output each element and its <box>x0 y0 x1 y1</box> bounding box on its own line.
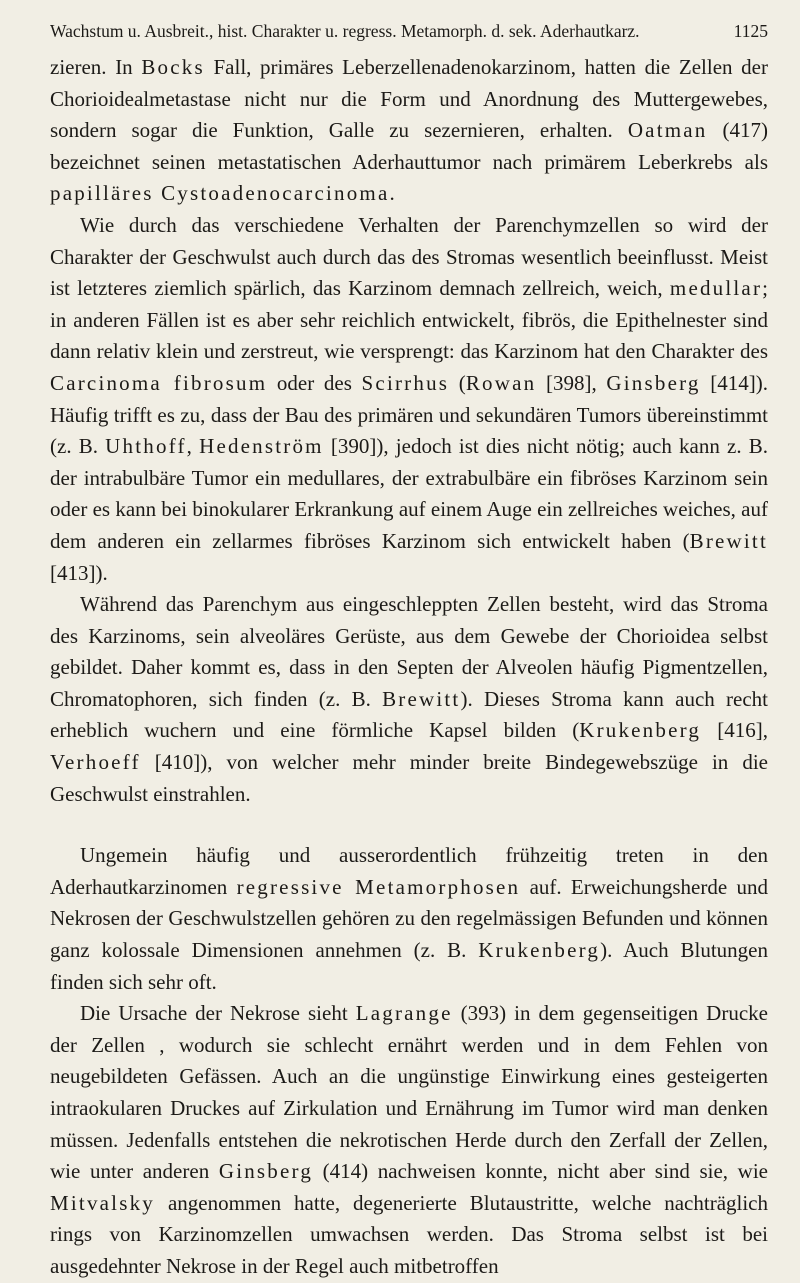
spaced-term: Rowan <box>465 370 537 395</box>
spaced-term: Scirrhus <box>361 370 450 395</box>
text-run: ). Dieses Stroma kann auch recht erheblich wuchern und eine förmliche Kapsel bilden ( <box>50 686 768 743</box>
spaced-term: Carcinoma fibrosum <box>50 370 268 395</box>
paragraph-2 <box>50 210 768 589</box>
text-run: oder des <box>267 370 362 395</box>
spaced-term: Uhthoff <box>105 434 187 459</box>
text-run: [390]), jedoch ist dies nicht nötig; auch kann z. B. der intrabulbäre Tumor ein medullares, der extrabulbäre ein fibröses Karzinom sein oder es kann bei binokularer Erkrankung auf einem Auge ein zellreiches weiches, auf dem anderen ein zellarmes fibröses Karzinom sich entwickelt haben ( <box>50 434 768 553</box>
spaced-term: Hedenström <box>199 434 324 459</box>
spaced-term: regressive Metamorphosen <box>236 874 521 899</box>
spaced-term: medullar <box>669 276 763 301</box>
paragraph-5 <box>50 998 768 1282</box>
running-header <box>50 20 768 42</box>
text-run: [416], <box>701 718 768 743</box>
spaced-term: Krukenberg <box>478 938 601 963</box>
text-run: [414]). Häufig trifft es zu, dass der Bau des primären und sekundären Tumors übereinstimmt (z. B. <box>50 370 769 459</box>
text-run: zieren. In <box>50 55 142 79</box>
text-run: (414) nachweisen konnte, nicht aber sind sie, wie <box>313 1159 768 1184</box>
text-run: Während das Parenchym aus eingeschleppten Zellen besteht, wird das Stroma des Karzinoms, sein alveoläres Gerüste, aus dem Gewebe der Chorioidea selbst gebildet. Daher kommt es, dass in den Septen der Alveolen häufig Pigmentzellen, Chromatophoren, sich finden (z. B. <box>50 592 768 711</box>
text-run: [410]), von welcher mehr minder breite Bindegewebszüge in die Geschwulst einstrahlen. <box>50 750 768 806</box>
text-run: [398], <box>536 370 607 395</box>
spaced-term: Verhoeff <box>50 750 141 775</box>
body-text <box>50 52 768 1283</box>
text-run: ( <box>449 370 466 395</box>
text-run: (393) in dem gegenseitigen Drucke der Zellen , wodurch sie schlecht ernährt werden und in dem Fehlen von neugebildeten Gefässen. Auch an die ungünstige Einwirkung eines gesteigerten intraokularen Druckes auf Zirkulation und Ernährung im Tumor wird man denken müssen. Jedenfalls entstehen die nekrotischen Herde durch den Zerfall der Zellen, wie unter anderen <box>50 1001 768 1184</box>
spaced-term: Mitvalsky <box>50 1190 155 1215</box>
header-title: Wachstum u. Ausbreit., hist. Charakter u. regress. Metamorph. d. sek. Aderhautkarz. <box>50 21 640 41</box>
spaced-term: Ginsberg <box>606 370 701 395</box>
text-run: [413]). <box>50 560 108 585</box>
spaced-term: papilläres Cystoadenocarcinoma <box>50 181 390 206</box>
page-number: 1125 <box>733 21 768 41</box>
text-run: angenommen hatte, degenerierte Blutaustritte, welche nachträglich rings von Karzinomzellen umwachsen werden. Das Stroma selbst ist bei ausgedehnter Nekrose in der Regel auch mitbetroffen <box>50 1190 768 1278</box>
text-run: Die Ursache der Nekrose sieht <box>80 1001 356 1026</box>
spaced-term: Ginsberg <box>218 1159 314 1184</box>
spaced-term: Brewitt <box>689 528 768 553</box>
text-run: auf. Erweichungsherde und Nekrosen der Geschwulstzellen gehören zu den regelmässigen Befunden und können ganz kolossale Dimensionen annehmen (z. B. <box>50 874 768 963</box>
text-run: , <box>186 434 200 459</box>
spaced-term: Krukenberg <box>579 718 702 743</box>
paragraph-4 <box>50 840 768 998</box>
spaced-term: Lagrange <box>355 1001 453 1026</box>
spaced-term: Brewitt <box>382 686 461 711</box>
text-run: (417) bezeichnet seinen metastatischen Aderhauttumor nach primärem Leberkrebs als <box>50 118 768 174</box>
text-run: ). Auch Blutungen finden sich sehr oft. <box>50 938 768 994</box>
spaced-term: Oatman <box>627 118 708 143</box>
text-run: Wie durch das verschiedene Verhalten der Parenchymzellen so wird der Charakter der Geschwulst auch durch das des Stromas wesentlich beeinflusst. Meist ist letzteres ziemlich spärlich, das Karzinom demnach zellreich, weich, <box>50 212 768 301</box>
paragraph-3 <box>50 589 768 810</box>
text-run: Ungemein häufig und ausserordentlich frühzeitig treten in den Aderhautkarzinomen <box>50 843 768 899</box>
text-run: . <box>389 181 395 206</box>
text-run: Fall, primäres Leberzellenadenokarzinom, hatten die Zellen der Chorioidealmetastase nicht nur die Form und Anordnung des Muttergewebes, sondern sogar die Funktion, Galle zu sezernieren, erhalten. <box>50 55 768 143</box>
text-run: ; in anderen Fällen ist es aber sehr reichlich entwickelt, fibrös, die Epithelnester sind dann relativ klein und zerstreut, wie versprengt: das Karzinom hat den Charakter des <box>50 276 768 364</box>
paragraph-1 <box>50 52 768 210</box>
spaced-term: Bocks <box>141 55 205 79</box>
